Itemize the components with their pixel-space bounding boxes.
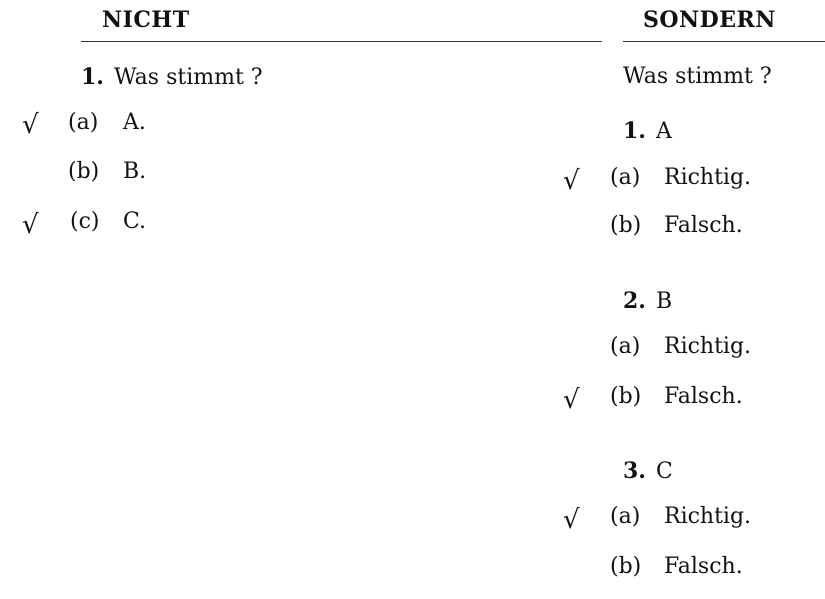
left-option-c-label: (c)	[70, 209, 100, 234]
right-q1-option-a-text: Richtig.	[664, 165, 752, 190]
left-question	[81, 62, 263, 93]
right-column-heading: SONDERN	[643, 7, 776, 33]
left-option-a-text: A.	[123, 110, 146, 135]
left-option-c-text: C.	[123, 209, 147, 234]
right-q1-option-a-check-icon: √	[563, 166, 580, 196]
right-q2-option-b-text: Falsch.	[664, 384, 743, 409]
right-question-3-text: C	[655, 459, 673, 484]
right-q3-option-a-label: (a)	[610, 504, 641, 529]
right-question-1-number: 1.	[623, 118, 646, 144]
right-q2-option-b-check-icon: √	[563, 385, 580, 415]
left-column-heading: NICHT	[102, 7, 190, 33]
left-question-number: 1.	[81, 64, 104, 90]
left-option-c-check-icon: √	[22, 210, 39, 240]
right-question-3-number: 3.	[623, 458, 646, 484]
left-heading-rule	[81, 41, 602, 42]
right-q3-option-a-check-icon: √	[563, 505, 580, 535]
right-q1-option-b-label: (b)	[610, 213, 642, 238]
right-question-1	[623, 116, 672, 147]
left-option-b-label: (b)	[68, 159, 100, 184]
left-option-a-check-icon: √	[22, 110, 39, 140]
right-q2-option-b-label: (b)	[610, 384, 642, 409]
right-q3-option-a-text: Richtig.	[664, 504, 752, 529]
right-q3-option-b-text: Falsch.	[664, 554, 743, 579]
right-q2-option-a-label: (a)	[610, 334, 641, 359]
right-q1-option-a-label: (a)	[610, 165, 641, 190]
left-option-b-text: B.	[123, 159, 147, 184]
right-q3-option-b-label: (b)	[610, 554, 642, 579]
right-question-1-text: A	[655, 119, 672, 144]
right-question-2	[623, 286, 672, 317]
right-q1-option-b-text: Falsch.	[664, 213, 743, 238]
right-heading-rule	[623, 41, 825, 42]
right-question-3	[623, 456, 673, 487]
right-question-2-text: B	[655, 289, 673, 314]
right-question-2-number: 2.	[623, 288, 646, 314]
right-intro: Was stimmt ?	[623, 64, 772, 89]
left-question-text: Was stimmt ?	[113, 65, 263, 90]
left-option-a-label: (a)	[68, 110, 99, 135]
right-q2-option-a-text: Richtig.	[664, 334, 752, 359]
